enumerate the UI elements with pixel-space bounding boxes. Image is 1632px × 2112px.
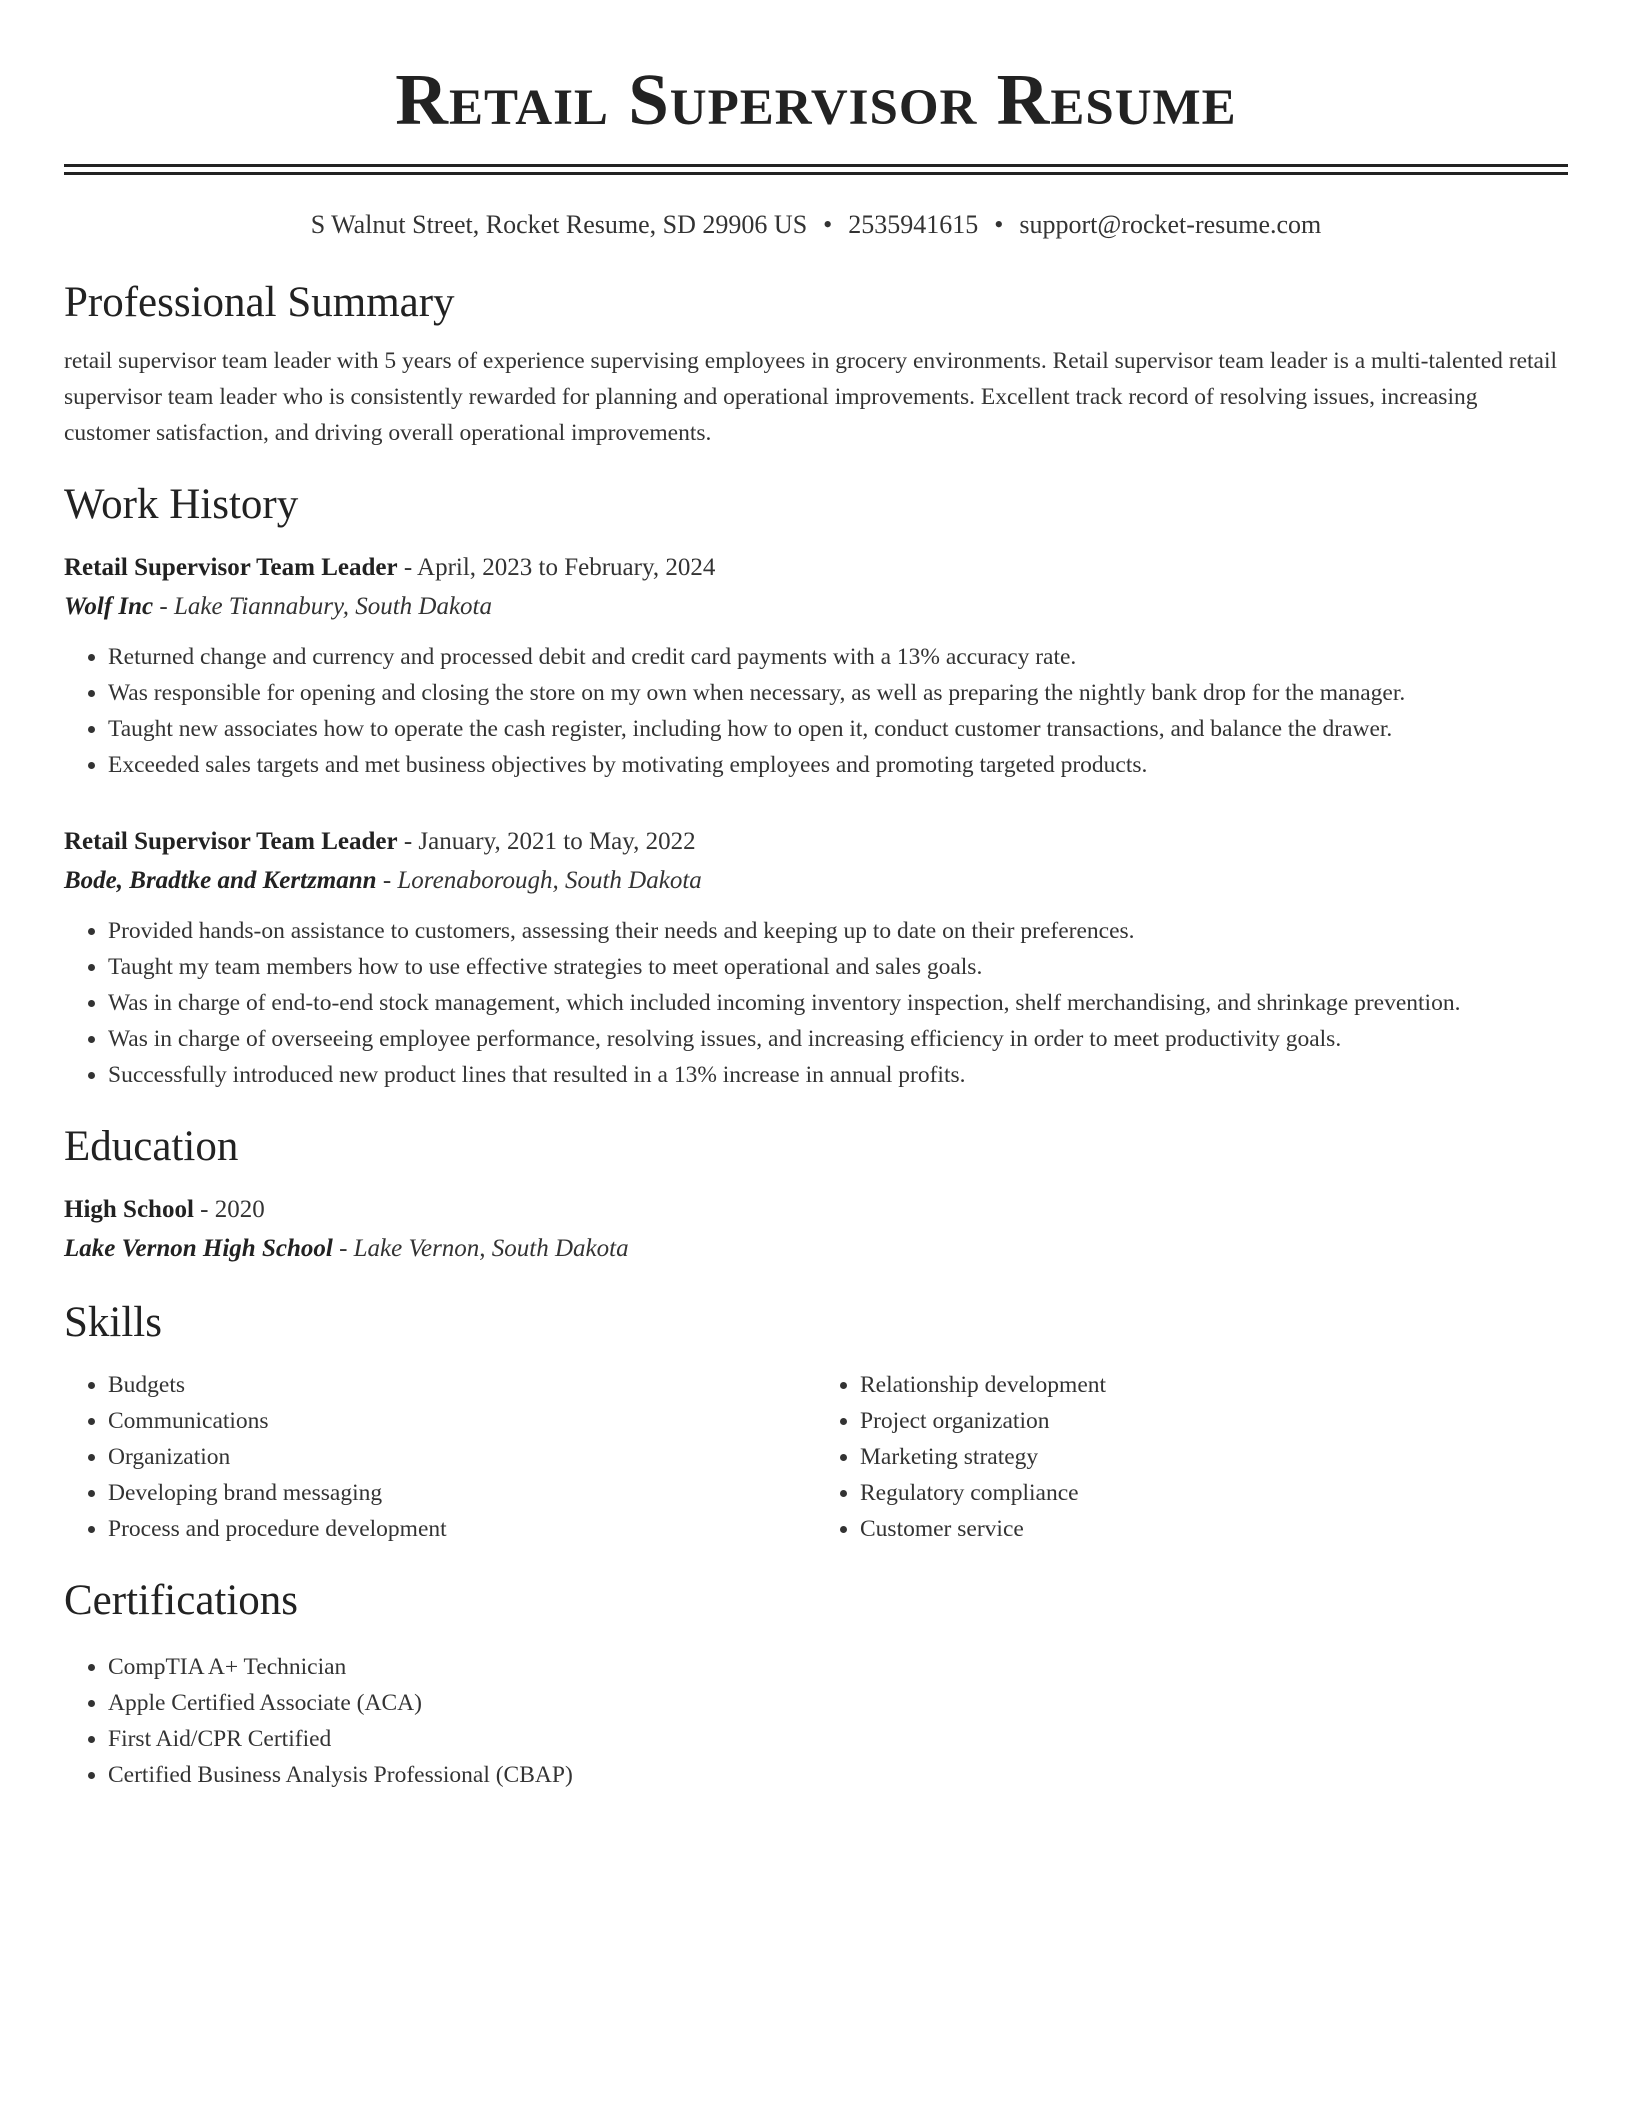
degree-line [64,1191,1568,1229]
job-title-line [64,549,1568,587]
job-title-line [64,823,1568,861]
job-dates: - January, 2021 to May, 2022 [403,828,696,855]
employer-location: - Lake Tiannabury, South Dakota [159,593,493,620]
employer-location: - Lorenaborough, South Dakota [382,867,702,894]
education-entry [64,1191,1568,1269]
contact-line [64,205,1568,245]
job-bullet: • Successfully introduced new product lines that resulted in a 13% increase in annual profits. [108,1057,1568,1093]
skill-item: • Customer service [860,1511,1568,1547]
skill-item: • Communications [108,1403,816,1439]
skill-item: • Organization [108,1439,816,1475]
job-bullet: • Was responsible for opening and closing the store on my own when necessary, as well as preparing the nightly bank drop for the manager. [108,675,1568,711]
skill-item: • Budgets [108,1367,816,1403]
certification-item: • First Aid/CPR Certified [108,1721,1568,1757]
contact-email: support@rocket-resume.com [1019,210,1322,239]
skill-item: • Developing brand messaging [108,1475,816,1511]
job-bullets [64,913,1568,1093]
contact-phone: 2535941615 [848,210,979,239]
school-location: - Lake Vernon, South Dakota [339,1235,629,1262]
skill-item: • Marketing strategy [860,1439,1568,1475]
degree: High School [64,1196,194,1223]
school-line [64,1229,1568,1269]
skill-item: • Project organization [860,1403,1568,1439]
job-bullet: • Provided hands-on assistance to customers, assessing their needs and keeping up to date on their preferences. [108,913,1568,949]
job-entry [64,549,1568,783]
summary-heading: Professional Summary [64,279,455,326]
certification-item: • CompTIA A+ Technician [108,1649,1568,1685]
employer-name: Bode, Bradtke and Kertzmann [64,867,377,894]
job-bullets [64,639,1568,783]
contact-separator: • [994,210,1004,239]
education-heading: Education [64,1123,239,1170]
employer-name: Wolf Inc [64,593,154,620]
certification-item: • Apple Certified Associate (ACA) [108,1685,1568,1721]
job-entry [64,823,1568,1093]
skill-item: • Relationship development [860,1367,1568,1403]
school-name: Lake Vernon High School [64,1235,333,1262]
certification-item: • Certified Business Analysis Professional (CBAP) [108,1757,1568,1793]
job-bullet: • Taught my team members how to use effective strategies to meet operational and sales goals. [108,949,1568,985]
job-bullet: • Taught new associates how to operate the cash register, including how to open it, conduct customer transactions, and balance the drawer. [108,711,1568,747]
job-bullet: • Returned change and currency and processed debit and credit card payments with a 13% accuracy rate. [108,639,1568,675]
title-double-rule [64,164,1568,175]
summary-text: retail supervisor team leader with 5 years of experience supervising employees in grocery environments. Retail supervisor team leader is a multi-talented retail supervisor team leader who is consistently rewarded for planning and operational improvements. Excellent track record of resolving issues, increasing customer satisfaction, and driving overall operational improvements. [64,348,1558,446]
resume-title: Retail Supervisor Resume [395,59,1237,140]
skill-item: • Process and procedure development [108,1511,816,1547]
job-dates: - April, 2023 to February, 2024 [403,554,716,581]
skills-right-column [816,1367,1568,1547]
work-history-heading: Work History [64,481,299,528]
job-title: Retail Supervisor Team Leader [64,554,398,581]
skill-item: • Regulatory compliance [860,1475,1568,1511]
job-bullet: • Was in charge of overseeing employee performance, resolving issues, and increasing efficiency in order to meet productivity goals. [108,1021,1568,1057]
job-title: Retail Supervisor Team Leader [64,828,398,855]
contact-separator: • [823,210,833,239]
certifications-heading: Certifications [64,1577,299,1624]
employer-line [64,587,1568,627]
certifications-list [64,1649,1568,1793]
employer-line [64,861,1568,901]
contact-address: S Walnut Street, Rocket Resume, SD 29906 US [310,210,808,239]
skills-heading: Skills [64,1299,162,1346]
graduation-year: - 2020 [200,1196,265,1223]
skills-left-column [64,1367,816,1547]
skills-columns [64,1367,1568,1547]
job-bullet: • Was in charge of end-to-end stock management, which included incoming inventory inspection, shelf merchandising, and shrinkage prevention. [108,985,1568,1021]
job-bullet: • Exceeded sales targets and met business objectives by motivating employees and promoting targeted products. [108,747,1568,783]
